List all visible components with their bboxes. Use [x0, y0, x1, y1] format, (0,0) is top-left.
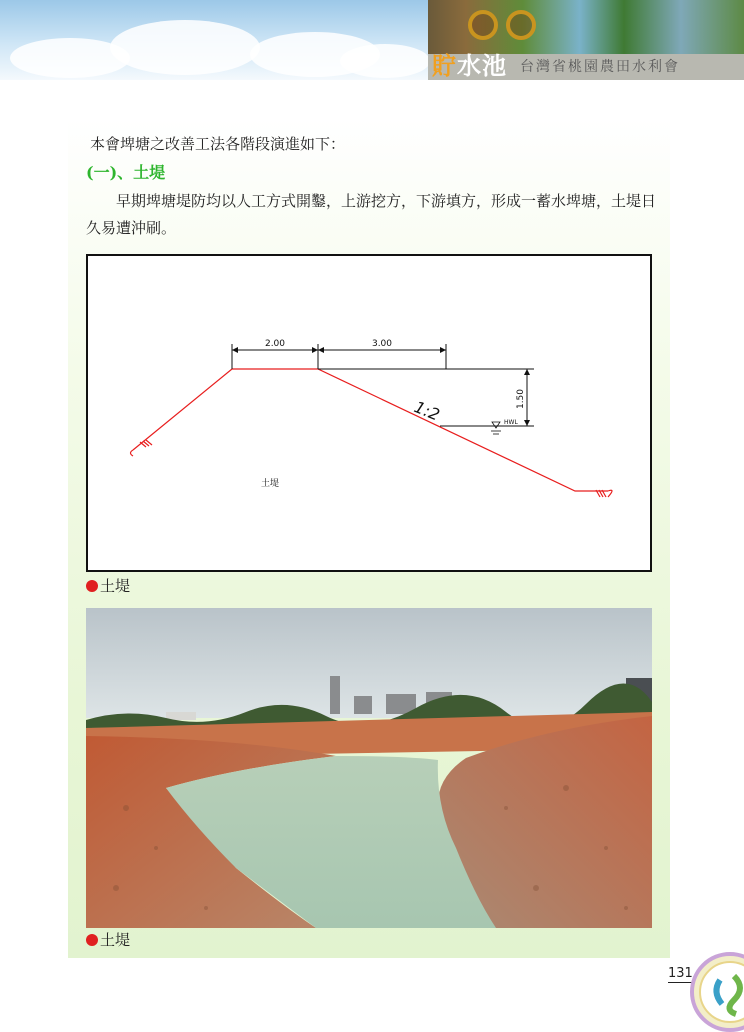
waterwheel-decoration [468, 10, 498, 40]
embankment-diagram-svg [88, 256, 650, 570]
header-title-bar [428, 51, 744, 80]
dimension-arrows [232, 347, 530, 426]
dim-height-label: 1.50 [516, 388, 526, 410]
dim-top-label: 3.00 [371, 339, 393, 349]
waterwheel-decoration [506, 10, 536, 40]
page-number: 131 [668, 966, 693, 981]
cloud-decoration [340, 44, 430, 78]
header-banner [0, 0, 744, 80]
dimension-lines [232, 344, 534, 426]
section-heading: (一)、土堤 [86, 163, 166, 182]
association-logo-icon [690, 952, 744, 1032]
photo-caption [86, 930, 130, 950]
intro-paragraph: 本會埤塘之改善工法各階段演進如下： [90, 135, 346, 153]
embankment-label: 土堤 [260, 479, 280, 489]
embankment-diagram [86, 254, 652, 572]
cloud-decoration [110, 20, 260, 75]
header-title [432, 52, 507, 80]
body-paragraph: 早期埤塘堤防均以人工方式開鑿，上游挖方，下游填方，形成一蓄水埤塘，土堤日久易遭沖刷。 [86, 192, 657, 237]
slope-label: 1:2 [411, 397, 443, 425]
water-level-label: HWL [504, 419, 518, 426]
water-level-symbol [491, 422, 501, 434]
header-photo-strip [428, 0, 744, 58]
embankment-profile [131, 369, 613, 497]
diagram-caption-text: 土堤 [100, 577, 131, 595]
diagram-caption [86, 576, 130, 596]
header-subtitle: 台灣省桃園農田水利會 [520, 59, 680, 75]
photo-caption-text: 土堤 [100, 931, 131, 949]
pond-photo-svg [86, 608, 652, 928]
header-title-first: 貯 [432, 51, 457, 80]
pond-photo [86, 608, 652, 928]
dim-crest-label: 2.00 [264, 339, 286, 349]
red-bullet-icon [86, 580, 98, 592]
red-bullet-icon [86, 934, 98, 946]
header-title-rest: 水池 [457, 51, 507, 80]
